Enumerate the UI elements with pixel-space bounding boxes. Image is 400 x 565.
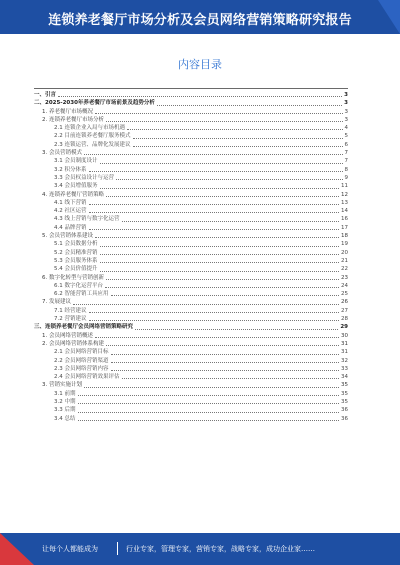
- toc-entry[interactable]: [34, 207, 348, 215]
- toc-entry-title: 2.2 目前连锁养老餐厅服务模式: [54, 133, 131, 140]
- toc-entry[interactable]: [34, 191, 348, 199]
- toc-entry-title: 5. 会员营销体系建设: [42, 233, 93, 240]
- toc-entry[interactable]: [34, 381, 348, 389]
- toc-entry[interactable]: [34, 149, 348, 157]
- toc-dot-leader: [157, 104, 342, 106]
- toc-dot-leader: [100, 270, 340, 272]
- toc-entry-page: 30: [341, 332, 348, 339]
- toc-entry-page: 36: [341, 407, 348, 414]
- toc-entry[interactable]: [34, 157, 348, 165]
- toc-entry[interactable]: [34, 240, 348, 248]
- toc-entry[interactable]: [34, 415, 348, 423]
- toc-entry-page: 3: [344, 92, 348, 98]
- footer-bar: [0, 533, 400, 565]
- toc-dot-leader: [111, 361, 340, 363]
- toc-dot-leader: [100, 253, 340, 255]
- toc-dot-leader: [100, 162, 343, 164]
- header-bar: [0, 0, 400, 34]
- toc-dot-leader: [116, 178, 343, 180]
- toc-entry-page: 8: [344, 166, 348, 173]
- toc-dot-leader: [100, 245, 340, 247]
- toc-entry[interactable]: [34, 390, 348, 398]
- toc-entry-page: 36: [341, 415, 348, 422]
- toc-entry[interactable]: [34, 224, 348, 232]
- toc-entry[interactable]: [34, 182, 348, 190]
- toc-entry[interactable]: [34, 124, 348, 132]
- toc-entry-page: 20: [341, 249, 348, 256]
- toc-entry-page: 13: [341, 199, 348, 206]
- toc-entry[interactable]: [34, 373, 348, 381]
- toc-entry[interactable]: [34, 249, 348, 257]
- toc-entry[interactable]: [34, 274, 348, 282]
- toc-entry-page: 3: [344, 100, 348, 107]
- toc-entry[interactable]: [34, 116, 348, 124]
- toc-dot-leader: [111, 294, 340, 296]
- toc-entry[interactable]: [34, 282, 348, 290]
- toc-entry-title: 7.1 经营建议: [54, 307, 87, 314]
- toc-entry[interactable]: [34, 91, 348, 99]
- toc-entry-page: 35: [341, 382, 348, 389]
- footer-red-wedge: [0, 533, 34, 565]
- toc-entry-title: 3.1 会员制度设计: [54, 158, 98, 165]
- toc-entry-page: 3: [344, 108, 348, 115]
- toc-entry-page: 34: [341, 374, 348, 381]
- toc-entry-page: 12: [341, 191, 348, 198]
- toc-dot-leader: [78, 394, 340, 396]
- toc-entry-title: 2.2 会员网络营销渠道: [54, 357, 109, 364]
- toc-entry-title: 3.3 会员权益设计与运营: [54, 174, 114, 181]
- toc-entry-page: 6: [344, 141, 348, 148]
- toc-entry-page: 7: [344, 150, 348, 157]
- toc-dot-leader: [133, 145, 343, 147]
- toc-entry-page: 14: [341, 208, 348, 215]
- toc-entry-title: 3.2 积分体系: [54, 166, 87, 173]
- toc-dot-leader: [89, 170, 343, 172]
- toc-entry-page: 24: [341, 282, 348, 289]
- toc-entry-title: 2.1 会员网络营销目标: [54, 349, 109, 356]
- toc-entry-title: 7.2 营销建议: [54, 316, 87, 323]
- toc-dot-leader: [84, 153, 343, 155]
- toc-entry-page: 32: [341, 357, 348, 364]
- toc-entry-title: 5.1 会员数据分析: [54, 241, 98, 248]
- toc-entry-title: 2.3 会员网络营销内容: [54, 365, 109, 372]
- toc-entry-title: 3. 营销实施计划: [42, 382, 82, 389]
- footer-slogan-left: 让每个人都能成为: [42, 545, 98, 553]
- toc-entry-title: 3.1 前期: [54, 390, 76, 397]
- toc-entry-title: 4. 连锁养老餐厅营销策略: [42, 191, 104, 198]
- footer-divider: [117, 542, 118, 555]
- toc-entry-page: 27: [341, 307, 348, 314]
- toc-entry-page: 31: [341, 340, 348, 347]
- toc-entry-page: 7: [344, 158, 348, 165]
- toc-entry-title: 5.4 会员价值提升: [54, 266, 98, 273]
- toc-entry-title: 4.4 品牌营销: [54, 224, 87, 231]
- toc-entry[interactable]: [34, 108, 348, 116]
- toc-entry-title: 2. 会员网络营销体系构建: [42, 340, 104, 347]
- toc-entry-title: 2.3 连锁运营、品牌化发展建议: [54, 141, 131, 148]
- toc-entry-title: 3. 会员营销模式: [42, 150, 82, 157]
- toc-dot-leader: [100, 187, 340, 189]
- toc-entry[interactable]: [34, 199, 348, 207]
- toc-entry-title: 3.4 总结: [54, 415, 76, 422]
- toc-entry-title: 2.1 连锁企业入局与市场机遇: [54, 125, 125, 132]
- toc-entry-title: 2.4 会员网络营销效果评估: [54, 374, 120, 381]
- toc-entry[interactable]: [34, 323, 348, 331]
- toc-entry-title: 3.3 后期: [54, 407, 76, 414]
- toc-top-divider: [34, 88, 348, 89]
- toc-dot-leader: [122, 377, 340, 379]
- toc-dot-leader: [133, 137, 343, 139]
- toc-dot-leader: [106, 120, 343, 122]
- toc-entry-page: 26: [341, 299, 348, 306]
- toc-entry-title: 1. 养老餐厅市场概况: [42, 108, 93, 115]
- toc-entry-page: 23: [341, 274, 348, 281]
- toc-entry-page: 16: [341, 216, 348, 223]
- toc-entry-title: 3.2 中期: [54, 398, 76, 405]
- toc-entry[interactable]: [34, 398, 348, 406]
- toc-dot-leader: [89, 311, 340, 313]
- toc-entry[interactable]: [34, 174, 348, 182]
- toc-entry-page: 21: [341, 257, 348, 264]
- toc-entry-page: 35: [341, 390, 348, 397]
- toc-entry-title: 7. 发展建议: [42, 299, 71, 306]
- toc-entry[interactable]: [34, 365, 348, 373]
- toc-dot-leader: [95, 112, 343, 114]
- toc-entry[interactable]: [34, 99, 348, 107]
- toc-entry-page: 28: [341, 316, 348, 323]
- toc-dot-leader: [89, 203, 340, 205]
- toc-entry[interactable]: [34, 265, 348, 273]
- toc-entry-page: 19: [341, 241, 348, 248]
- toc-dot-leader: [89, 319, 340, 321]
- toc-entry-page: 5: [344, 133, 348, 140]
- toc-dot-leader: [58, 95, 342, 97]
- toc-dot-leader: [122, 220, 340, 222]
- toc-entry-page: 22: [341, 266, 348, 273]
- toc-dot-leader: [100, 261, 340, 263]
- toc-entry[interactable]: [34, 215, 348, 223]
- toc-entry-title: 5.3 会员服务体系: [54, 257, 98, 264]
- toc-entry-title: 4.2 社区运营: [54, 208, 87, 215]
- toc-entry[interactable]: [34, 166, 348, 174]
- toc-dot-leader: [73, 303, 339, 305]
- toc-entry-title: 2. 连锁养老餐厅市场分析: [42, 116, 104, 123]
- toc-entry[interactable]: [34, 332, 348, 340]
- toc-dot-leader: [106, 195, 339, 197]
- toc-entry[interactable]: [34, 348, 348, 356]
- toc-entry-title: 一、引言: [34, 92, 57, 98]
- toc-dot-leader: [111, 369, 340, 371]
- toc-entry-title: 6.1 数字化运营平台: [54, 282, 103, 289]
- toc-dot-leader: [95, 236, 339, 238]
- toc-entry-title: 4.1 线下营销: [54, 199, 87, 206]
- toc-entry-title: 三、连锁养老餐厅会员网络营销策略研究: [34, 324, 134, 331]
- toc-entry-title: 6.2 智能营销工具应用: [54, 291, 109, 298]
- toc-entry[interactable]: [34, 257, 348, 265]
- toc-dot-leader: [78, 419, 340, 421]
- toc-entry[interactable]: [34, 290, 348, 298]
- toc-entry-title: 5.2 会员精准营销: [54, 249, 98, 256]
- toc-entry-page: 11: [341, 183, 348, 190]
- toc-entry[interactable]: [34, 298, 348, 306]
- toc-entry[interactable]: [34, 340, 348, 348]
- header-corner-accent: [378, 0, 400, 34]
- toc-dot-leader: [135, 328, 338, 330]
- toc-entry[interactable]: [34, 141, 348, 149]
- toc-dot-leader: [78, 411, 340, 413]
- toc-dot-leader: [89, 228, 340, 230]
- toc-entry-page: 25: [341, 291, 348, 298]
- toc-dot-leader: [95, 336, 339, 338]
- toc-dot-leader: [111, 353, 340, 355]
- toc-entry[interactable]: [34, 307, 348, 315]
- toc-entry-title: 1. 会员网络营销概述: [42, 332, 93, 339]
- toc-dot-leader: [84, 386, 339, 388]
- toc-entry-page: 17: [341, 224, 348, 231]
- toc-entry-title: 6. 数字化转型与营销创新: [42, 274, 104, 281]
- toc-dot-leader: [89, 211, 340, 213]
- toc-entry-title: 二、2025-2030年养老餐厅市场前景及趋势分析: [34, 100, 155, 107]
- toc-entry[interactable]: [34, 357, 348, 365]
- toc-entry-page: 4: [344, 125, 348, 132]
- toc-entry-page: 33: [341, 365, 348, 372]
- toc-entry-page: 31: [341, 349, 348, 356]
- toc-list: [34, 91, 348, 423]
- report-title: 连锁养老餐厅市场分析及会员网络营销策略研究报告: [48, 13, 352, 28]
- toc-dot-leader: [105, 286, 339, 288]
- toc-entry[interactable]: [34, 315, 348, 323]
- toc-entry-page: 9: [344, 174, 348, 181]
- toc-entry[interactable]: [34, 406, 348, 414]
- toc-entry-title: 3.4 会员增值服务: [54, 183, 98, 190]
- toc-heading: 内容目录: [178, 58, 222, 71]
- toc-entry-page: 3: [344, 116, 348, 123]
- footer-slogan-right: 行业专家，管理专家，营销专家，战略专家，成功企业家……: [126, 545, 315, 553]
- toc-dot-leader: [127, 128, 343, 130]
- toc-entry-page: 29: [340, 324, 348, 331]
- toc-entry-title: 4.3 线上营销与数字化运营: [54, 216, 120, 223]
- toc-dot-leader: [78, 402, 340, 404]
- toc-dot-leader: [106, 278, 339, 280]
- toc-entry-page: 18: [341, 233, 348, 240]
- toc-entry[interactable]: [34, 132, 348, 140]
- toc-entry[interactable]: [34, 232, 348, 240]
- table-of-contents: [34, 88, 348, 423]
- toc-entry-page: 35: [341, 398, 348, 405]
- toc-dot-leader: [106, 344, 339, 346]
